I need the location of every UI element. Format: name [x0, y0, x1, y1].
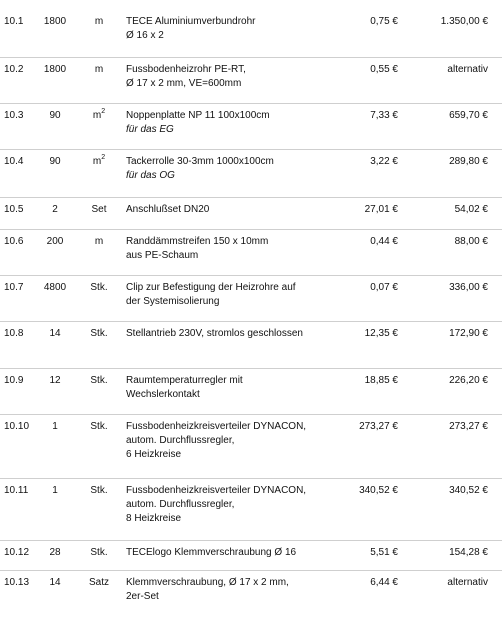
- description: [126, 546, 348, 560]
- quantity: 12: [49, 375, 61, 386]
- description: [126, 155, 348, 183]
- total-price: 289,80 €: [449, 156, 488, 167]
- position-number: 10.3: [4, 110, 24, 121]
- description-line: der Systemisolierung: [126, 296, 220, 307]
- total-price: 226,20 €: [449, 375, 488, 386]
- quantity: 2: [52, 204, 58, 215]
- unit-price: 0,44 €: [370, 236, 398, 247]
- unit-superscript: 2: [101, 107, 106, 115]
- description-line: Tackerrolle 30-3mm 1000x100cm: [126, 156, 274, 167]
- description-line: TECElogo Klemmverschraubung Ø 16: [126, 547, 297, 558]
- total-price: alternativ: [447, 577, 488, 588]
- total-price: 659,70 €: [449, 110, 488, 121]
- description-line: Raumtemperaturregler mit: [126, 375, 243, 386]
- quantity: 28: [49, 547, 61, 558]
- description: [126, 63, 348, 91]
- description-line: Wechslerkontakt: [126, 389, 200, 400]
- unit: [84, 63, 114, 77]
- total-price: 273,27 €: [449, 421, 488, 432]
- description: [126, 327, 348, 341]
- unit: [84, 420, 114, 434]
- unit: [84, 484, 114, 498]
- position-number: 10.5: [4, 204, 24, 215]
- description: [126, 15, 348, 43]
- position-number: 10.9: [4, 375, 24, 386]
- total-price: 340,52 €: [449, 485, 488, 496]
- description: [126, 576, 348, 604]
- description-line: Anschlußset DN20: [126, 204, 210, 215]
- description: [126, 420, 348, 462]
- description: [126, 484, 348, 526]
- description-line: Fussbodenheizrohr PE-RT,: [126, 64, 246, 75]
- quantity: 90: [49, 156, 61, 167]
- unit-text: m: [94, 64, 104, 75]
- position-number: 10.10: [4, 421, 30, 432]
- description-line: Fussbodenheizkreisverteiler DYNACON,: [126, 421, 307, 432]
- position-number: 10.12: [4, 547, 30, 558]
- description: [126, 235, 348, 263]
- unit-price: 273,27 €: [359, 421, 398, 432]
- unit-text: Satz: [88, 577, 109, 588]
- unit-price: 0,75 €: [370, 16, 398, 27]
- total-price: 172,90 €: [449, 328, 488, 339]
- unit: [84, 109, 114, 123]
- total-price: 88,00 €: [454, 236, 488, 247]
- description-line: 8 Heizkreise: [126, 513, 182, 524]
- total-price: alternativ: [447, 64, 488, 75]
- description-line: Klemmverschraubung, Ø 17 x 2 mm,: [126, 577, 289, 588]
- unit-price: 0,07 €: [370, 282, 398, 293]
- quantity: 14: [49, 328, 61, 339]
- unit-superscript: 2: [101, 153, 106, 161]
- description-line: für das EG: [126, 124, 174, 135]
- description: [126, 374, 348, 402]
- unit-text: Stk.: [90, 282, 108, 293]
- position-number: 10.8: [4, 328, 24, 339]
- description-line: Clip zur Befestigung der Heizrohre auf: [126, 282, 296, 293]
- quantity: 90: [49, 110, 61, 121]
- description: [126, 109, 348, 137]
- unit: [84, 15, 114, 29]
- description: [126, 281, 348, 309]
- unit-text: Stk.: [90, 485, 108, 496]
- quantity: 1: [52, 421, 58, 432]
- unit-text: m: [92, 110, 102, 121]
- unit-text: m: [92, 156, 102, 167]
- position-number: 10.6: [4, 236, 24, 247]
- description-line: 2er-Set: [126, 591, 159, 602]
- description-line: für das OG: [126, 170, 175, 181]
- unit: [84, 546, 114, 560]
- quantity: 1800: [43, 64, 67, 75]
- total-price: 336,00 €: [449, 282, 488, 293]
- unit-price: 12,35 €: [364, 328, 398, 339]
- unit: [84, 281, 114, 295]
- description: [126, 203, 348, 217]
- unit: [84, 155, 114, 169]
- position-number: 10.1: [4, 16, 24, 27]
- total-price: 1.350,00 €: [440, 16, 488, 27]
- total-price: 54,02 €: [454, 204, 488, 215]
- quantity: 4800: [43, 282, 67, 293]
- unit-text: m: [94, 236, 104, 247]
- quantity: 1: [52, 485, 58, 496]
- position-number: 10.7: [4, 282, 24, 293]
- unit-price: 7,33 €: [370, 110, 398, 121]
- description-line: aus PE-Schaum: [126, 250, 199, 261]
- quantity: 200: [46, 236, 64, 247]
- unit-price: 340,52 €: [359, 485, 398, 496]
- total-price: 154,28 €: [449, 547, 488, 558]
- description-line: Fussbodenheizkreisverteiler DYNACON,: [126, 485, 307, 496]
- description-line: autom. Durchflussregler,: [126, 435, 235, 446]
- unit: [84, 374, 114, 388]
- unit-price: 3,22 €: [370, 156, 398, 167]
- description-line: TECE Aluminiumverbundrohr: [126, 16, 256, 27]
- unit-text: Stk.: [90, 328, 108, 339]
- description-line: 6 Heizkreise: [126, 449, 182, 460]
- position-number: 10.4: [4, 156, 24, 167]
- unit: [84, 576, 114, 590]
- unit-price: 0,55 €: [370, 64, 398, 75]
- unit-price: 6,44 €: [370, 577, 398, 588]
- description-line: Ø 16 x 2: [126, 30, 164, 41]
- unit-text: Stk.: [90, 547, 108, 558]
- quantity: 14: [49, 577, 61, 588]
- unit-text: Stk.: [90, 375, 108, 386]
- description-line: Noppenplatte NP 11 100x100cm: [126, 110, 270, 121]
- position-number: 10.13: [4, 577, 30, 588]
- unit: [84, 203, 114, 217]
- description-line: autom. Durchflussregler,: [126, 499, 235, 510]
- unit-price: 27,01 €: [364, 204, 398, 215]
- unit-text: m: [94, 16, 104, 27]
- position-number: 10.2: [4, 64, 24, 75]
- unit-price: 18,85 €: [364, 375, 398, 386]
- unit-text: Set: [91, 204, 107, 215]
- unit: [84, 327, 114, 341]
- description-line: Randdämmstreifen 150 x 10mm: [126, 236, 269, 247]
- unit: [84, 235, 114, 249]
- quantity: 1800: [43, 16, 67, 27]
- description-line: Stellantrieb 230V, stromlos geschlossen: [126, 328, 303, 339]
- description-line: Ø 17 x 2 mm, VE=600mm: [126, 78, 242, 89]
- unit-price: 5,51 €: [370, 547, 398, 558]
- position-number: 10.11: [4, 485, 29, 496]
- unit-text: Stk.: [90, 421, 108, 432]
